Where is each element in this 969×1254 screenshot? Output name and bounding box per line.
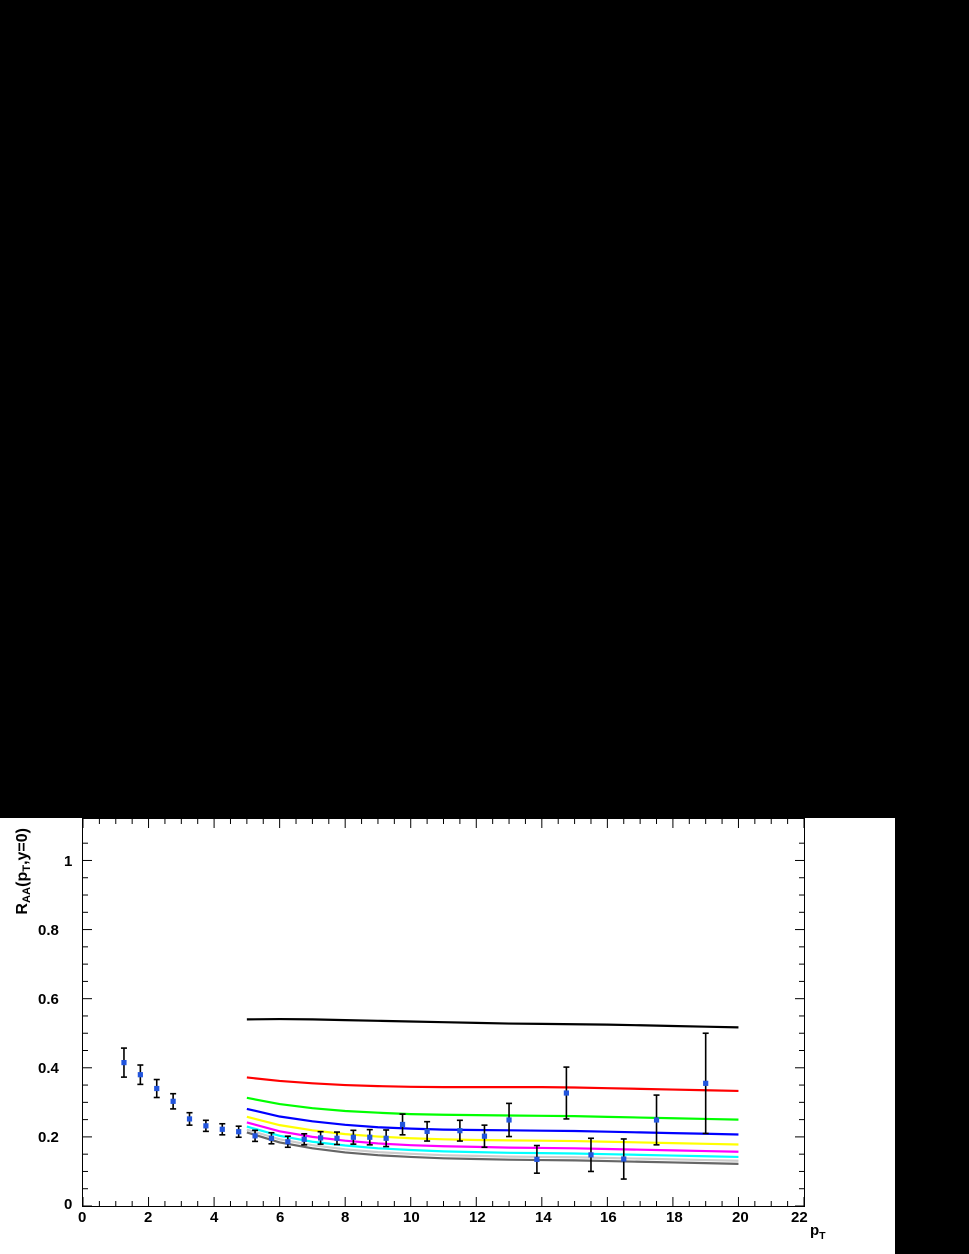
data-marker bbox=[187, 1116, 192, 1121]
data-marker bbox=[334, 1136, 339, 1141]
x-tick-14: 14 bbox=[535, 1209, 552, 1226]
y-axis-title-text: $R_{AA}(p_T,y=0)$ bbox=[14, 828, 34, 915]
y-axis-title bbox=[14, 828, 33, 915]
data-marker bbox=[534, 1157, 539, 1162]
data-marker bbox=[351, 1135, 356, 1140]
data-marker bbox=[425, 1129, 430, 1134]
x-tick-0: 0 bbox=[78, 1209, 87, 1226]
data-marker bbox=[654, 1117, 659, 1122]
data-marker bbox=[302, 1137, 307, 1142]
data-marker bbox=[154, 1086, 159, 1091]
data-marker bbox=[236, 1129, 241, 1134]
data-marker bbox=[138, 1072, 143, 1077]
data-marker bbox=[285, 1139, 290, 1144]
x-tick-22: 22 bbox=[791, 1209, 808, 1226]
data-marker bbox=[171, 1099, 176, 1104]
y-tick-06: 0.6 bbox=[38, 991, 59, 1008]
y-tick-0: 0 bbox=[64, 1196, 73, 1213]
data-marker bbox=[121, 1060, 126, 1065]
y-tick-02: 0.2 bbox=[38, 1129, 59, 1146]
data-marker bbox=[564, 1090, 569, 1095]
data-marker bbox=[506, 1117, 511, 1122]
data-marker bbox=[269, 1136, 274, 1141]
x-tick-12: 12 bbox=[469, 1209, 486, 1226]
data-marker bbox=[482, 1134, 487, 1139]
x-tick-8: 8 bbox=[341, 1209, 350, 1226]
data-marker bbox=[588, 1152, 593, 1157]
data-marker bbox=[252, 1133, 257, 1138]
x-tick-4: 4 bbox=[210, 1209, 219, 1226]
x-tick-20: 20 bbox=[732, 1209, 749, 1226]
y-tick-1: 1 bbox=[64, 853, 73, 870]
y-tick-08: 0.8 bbox=[38, 922, 59, 939]
curve-q=0.33GeV2/fm bbox=[247, 1019, 739, 1027]
x-tick-6: 6 bbox=[276, 1209, 285, 1226]
data-marker bbox=[400, 1122, 405, 1127]
x-tick-16: 16 bbox=[600, 1209, 617, 1226]
data-marker bbox=[621, 1156, 626, 1161]
data-marker bbox=[703, 1081, 708, 1086]
data-marker bbox=[220, 1127, 225, 1132]
curve-q=1.GeV2/fm bbox=[247, 1098, 739, 1120]
x-tick-10: 10 bbox=[403, 1209, 420, 1226]
data-marker bbox=[367, 1135, 372, 1140]
data-marker bbox=[203, 1123, 208, 1128]
data-marker bbox=[457, 1128, 462, 1133]
x-tick-2: 2 bbox=[144, 1209, 153, 1226]
plot-svg bbox=[83, 819, 804, 1206]
plot-frame bbox=[82, 818, 805, 1207]
x-axis-title: $p_T$ bbox=[810, 1222, 826, 1242]
data-marker bbox=[318, 1135, 323, 1140]
y-tick-04: 0.4 bbox=[38, 1060, 59, 1077]
curve-q=0.66GeV2/fm bbox=[247, 1077, 739, 1090]
x-tick-18: 18 bbox=[666, 1209, 683, 1226]
data-marker bbox=[384, 1136, 389, 1141]
